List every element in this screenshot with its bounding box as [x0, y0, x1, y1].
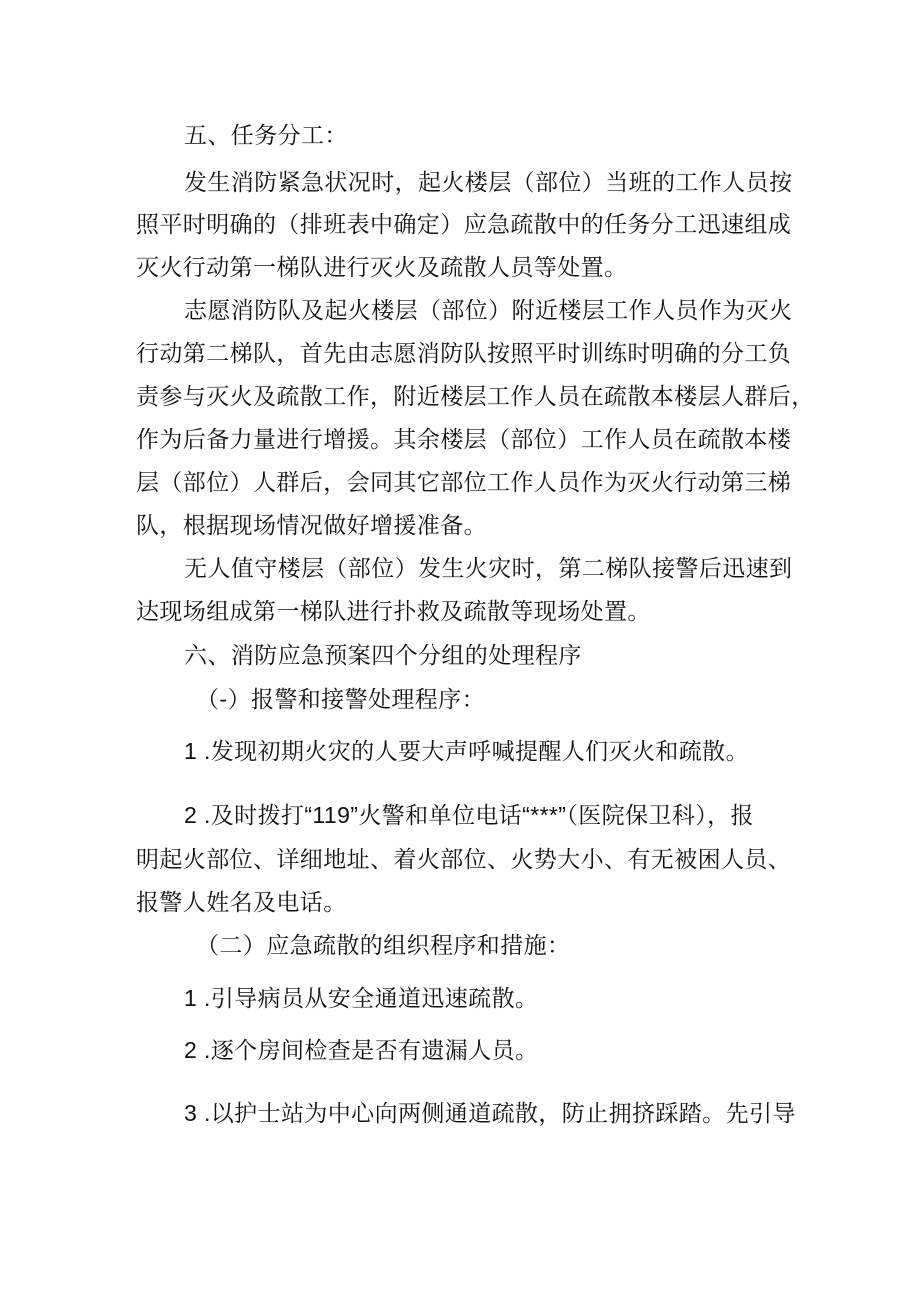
section-heading-5: 五、任务分工： — [184, 123, 348, 149]
paragraph-line: 明起火部位、详细地址、着火部位、火势大小、有无被困人员、 — [136, 847, 792, 873]
list-item: 3 .以护士站为中心向两侧通道疏散，防止拥挤踩踏。先引导 — [184, 1100, 796, 1126]
paragraph-line: 无人值守楼层（部位）发生火灾时，第二梯队接警后迅速到 — [184, 556, 793, 582]
paragraph-line: 发生消防紧急状况时，起火楼层（部位）当班的工作人员按 — [184, 170, 793, 196]
list-item: 2 .逐个房间检查是否有遗漏人员。 — [184, 1037, 539, 1063]
paragraph-line: 责参与灭火及疏散工作，附近楼层工作人员在疏散本楼层人群后， — [136, 384, 815, 410]
paragraph-line: 队，根据现场情况做好增援准备。 — [136, 513, 487, 539]
paragraph-line: 灭火行动第一梯队进行灭火及疏散人员等处置。 — [136, 255, 628, 281]
subsection-heading: （-）报警和接警处理程序： — [196, 687, 485, 713]
paragraph-line: 行动第二梯队，首先由志愿消防队按照平时训练时明确的分工负 — [136, 341, 792, 367]
paragraph-line: 照平时明确的（排班表中确定）应急疏散中的任务分工迅速组成 — [136, 212, 792, 238]
list-item: 2 .及时拨打“119”火警和单位电话“***”（医院保卫科），报 — [184, 802, 754, 828]
paragraph-line: 作为后备力量进行增援。其余楼层（部位）工作人员在疏散本楼 — [136, 427, 792, 453]
list-item: 1 .发现初期火灾的人要大声呼喊提醒人们灭火和疏散。 — [184, 738, 749, 764]
paragraph-line: 报警人姓名及电话。 — [136, 890, 347, 916]
subsection-heading: （二）应急疏散的组织程序和措施： — [196, 933, 571, 959]
section-heading-6: 六、消防应急预案四个分组的处理程序 — [184, 643, 582, 669]
paragraph-line: 志愿消防队及起火楼层（部位）附近楼层工作人员作为灭火 — [184, 298, 793, 324]
paragraph-line: 层（部位）人群后，会同其它部位工作人员作为灭火行动第三梯 — [136, 470, 792, 496]
list-item: 1 .引导病员从安全通道迅速疏散。 — [184, 985, 539, 1011]
paragraph-line: 达现场组成第一梯队进行扑救及疏散等现场处置。 — [136, 599, 651, 625]
